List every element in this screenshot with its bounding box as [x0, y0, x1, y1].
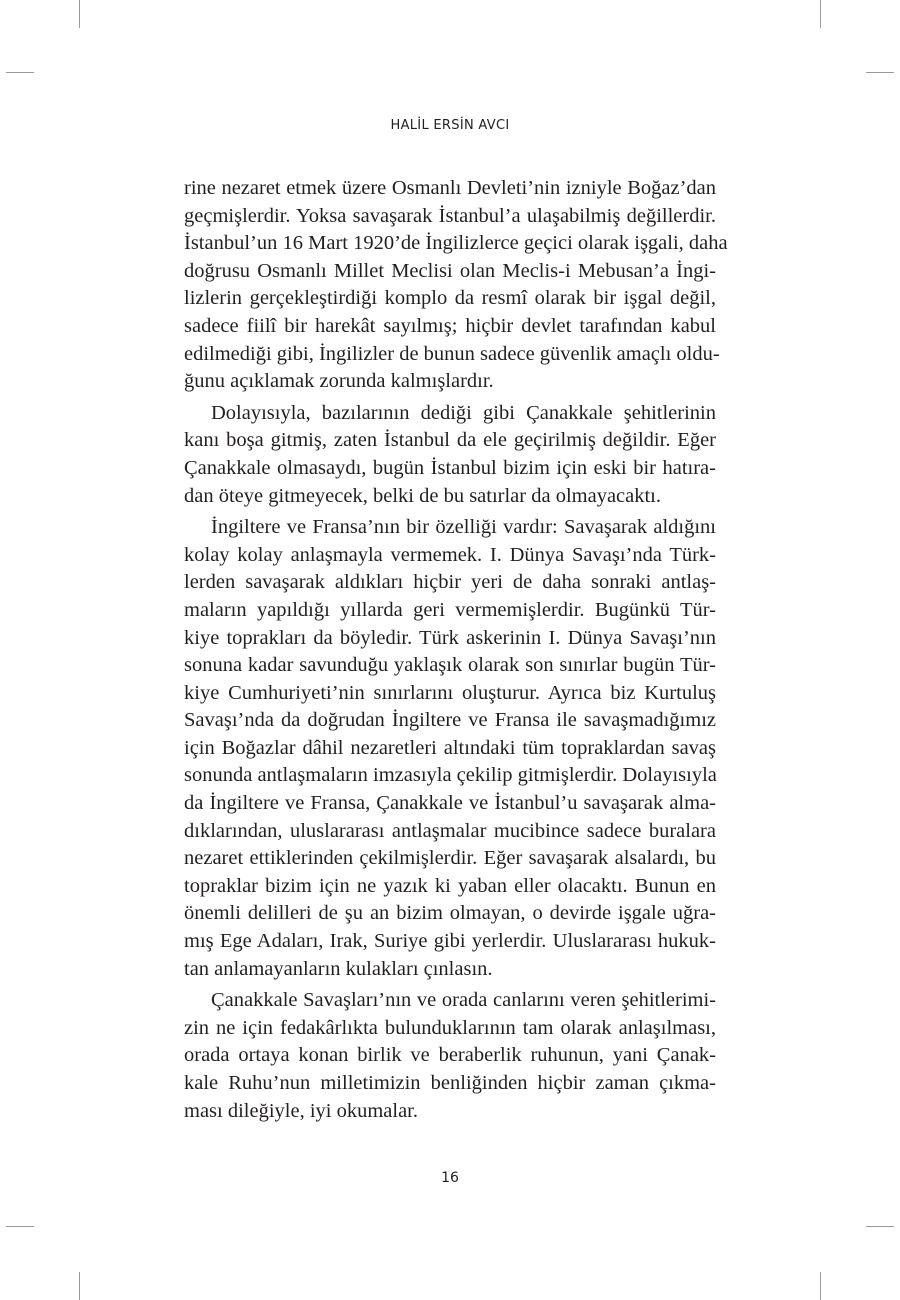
text-line: dıklarından, uluslararası antlaşmalar mucibince sadece buralara	[184, 819, 716, 842]
text-line: topraklar bizim için ne yazık ki yaban eller olacaktı. Bunun en	[184, 874, 716, 897]
text-line: tan anlamayanların kulakları çınlasın.	[184, 957, 493, 980]
text-line: lizlerin gerçekleştirdiği komplo da resmî olarak bir işgal değil,	[184, 287, 716, 310]
body-text	[184, 175, 728, 1129]
text-line: sonuna kadar savunduğu yaklaşık olarak son sınırlar bugün Tür-	[184, 654, 716, 677]
text-line: Dolayısıyla, bazılarının dediği gibi Çanakkale şehitlerinin	[211, 401, 716, 424]
text-line: da İngiltere ve Fransa, Çanakkale ve İstanbul’u savaşarak alma-	[184, 792, 716, 815]
text-line: maların yapıldığı yıllarda geri vermemişlerdir. Bugünkü Tür-	[184, 598, 716, 621]
text-line: İstanbul’un 16 Mart 1920’de İngilizlerce geçici olarak işgali, daha	[184, 232, 728, 255]
text-line: geçmişlerdir. Yoksa savaşarak İstanbul’a ulaşabilmiş değillerdir.	[184, 204, 716, 227]
text-line: kiye Cumhuriyeti’nin sınırlarını oluşturur. Ayrıca biz Kurtuluş	[184, 681, 716, 704]
text-line: önemli delilleri de şu an bizim olmayan, o devirde işgale uğra-	[184, 902, 716, 925]
text-line: rine nezaret etmek üzere Osmanlı Devleti’nin izniyle Boğaz’dan	[184, 177, 716, 199]
text-line: doğrusu Osmanlı Millet Meclisi olan Meclis-i Mebusan’a İngi-	[184, 259, 716, 282]
text-line: kale Ruhu’nun milletimizin benliğinden hiçbir zaman çıkma-	[184, 1072, 716, 1094]
running-header: HALİL ERSİN AVCI	[390, 118, 510, 133]
text-line: ğunu açıklamak zorunda kalmışlardır.	[184, 370, 494, 393]
text-line: dan öteye gitmeyecek, belki de bu satırlar da olmayacaktı.	[184, 484, 662, 507]
text-line: orada ortaya konan birlik ve beraberlik ruhunun, yani Çanak-	[184, 1044, 716, 1067]
paragraph-1	[184, 175, 728, 396]
page-number: 16	[441, 1170, 459, 1186]
text-line: sadece fiilî bir harekât sayılmış; hiçbir devlet tarafından kabul	[184, 314, 716, 337]
crop-mark-top-right-horizontal	[866, 72, 894, 73]
text-line: kiye toprakları da böyledir. Türk askerinin I. Dünya Savaşı’nın	[184, 626, 716, 649]
crop-mark-top-right-vertical	[820, 0, 821, 28]
text-line: kanı boşa gitmiş, zaten İstanbul da ele geçirilmiş değildir. Eğer	[184, 429, 716, 452]
text-line: ması dileğiyle, iyi okumalar.	[184, 1099, 418, 1122]
crop-mark-top-left-vertical	[79, 0, 80, 28]
text-line: sonunda antlaşmaların imzasıyla çekilip gitmişlerdir. Dolayısıyla	[184, 764, 717, 787]
text-line: Çanakkale olmasaydı, bugün İstanbul bizim için eski bir hatıra-	[184, 456, 716, 479]
crop-mark-bottom-left-vertical	[79, 1272, 80, 1300]
paragraph-2	[184, 400, 716, 510]
paragraph-4	[184, 987, 716, 1125]
text-line: İngiltere ve Fransa’nın bir özelliği vardır: Savaşarak aldığını	[211, 516, 716, 539]
text-line: zin ne için fedakârlıkta bulunduklarının tam olarak anlaşılması,	[184, 1016, 716, 1039]
crop-mark-bottom-right-vertical	[820, 1272, 821, 1300]
text-line: Çanakkale Savaşları’nın ve orada canlarını veren şehitlerimi-	[211, 989, 716, 1012]
text-line: lerden savaşarak aldıkları hiçbir yeri de daha sonraki antlaş-	[184, 571, 716, 594]
paragraph-3	[184, 514, 716, 983]
crop-mark-bottom-right-horizontal	[866, 1226, 894, 1227]
text-line: nezaret ettiklerinden çekilmişlerdir. Eğer savaşarak alsalardı, bu	[184, 847, 716, 870]
crop-mark-top-left-horizontal	[6, 72, 34, 73]
crop-mark-bottom-left-horizontal	[6, 1226, 34, 1227]
text-line: kolay kolay anlaşmayla vermemek. I. Dünya Savaşı’nda Türk-	[184, 543, 716, 566]
text-line: edilmediği gibi, İngilizler de bunun sadece güvenlik amaçlı oldu-	[184, 342, 720, 365]
text-line: Savaşı’nda da doğrudan İngiltere ve Fransa ile savaşmadığımız	[184, 709, 716, 732]
text-line: mış Ege Adaları, Irak, Suriye gibi yerlerdir. Uluslararası hukuk-	[184, 930, 716, 953]
text-line: için Boğazlar dâhil nezaretleri altındaki tüm topraklardan savaş	[184, 736, 716, 759]
